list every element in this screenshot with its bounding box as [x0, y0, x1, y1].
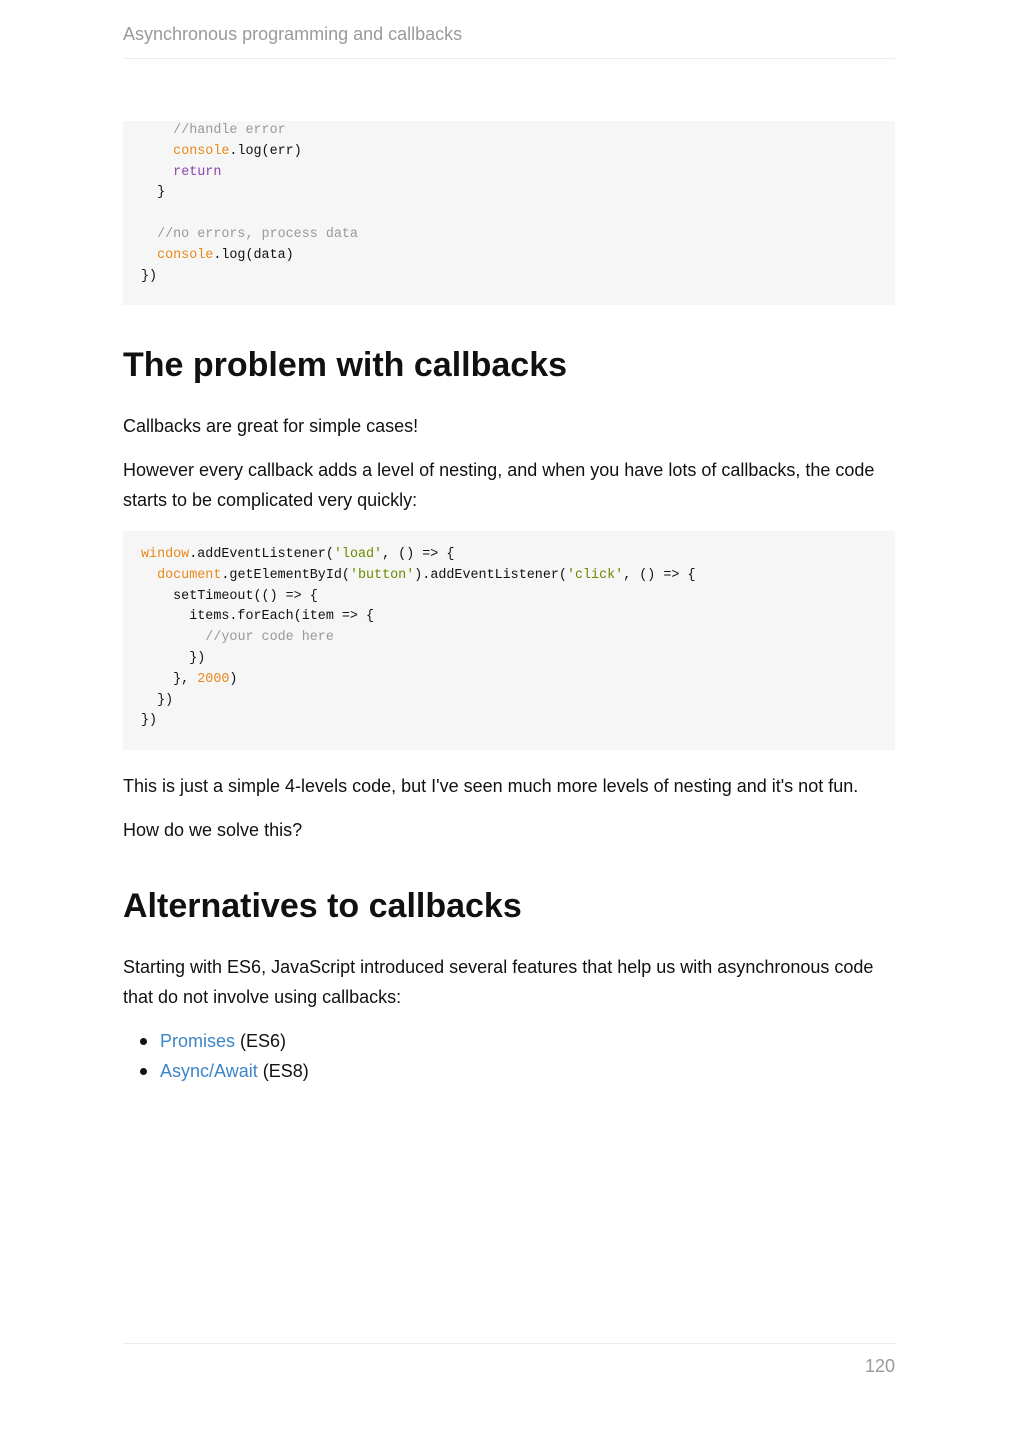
bullet-icon: [140, 1068, 147, 1075]
code-token: setTimeout(() => {: [141, 588, 318, 604]
code-token: .getElementById(: [221, 567, 350, 583]
code-line: [141, 587, 696, 608]
code-line: [141, 566, 696, 587]
code-token: }: [141, 185, 166, 201]
list-item-suffix: (ES8): [257, 1060, 309, 1081]
code-line: [141, 691, 696, 712]
running-header-title: Asynchronous programming and callbacks: [123, 24, 463, 44]
code-token: [141, 144, 173, 159]
code-token: console: [157, 247, 214, 263]
promises-link[interactable]: Promises: [160, 1031, 236, 1051]
paragraph-callbacks-great: Callbacks are great for simple cases!: [123, 416, 419, 436]
code-token: .addEventListener(: [189, 547, 334, 562]
code-token: 'click': [566, 567, 624, 583]
code-line: [141, 267, 358, 288]
bullet-icon: [140, 1038, 147, 1045]
code-block-nested-callbacks: [123, 531, 895, 750]
code-token: },: [141, 671, 198, 687]
code-token: }): [141, 713, 158, 729]
code-token: [141, 568, 157, 583]
code-token: }): [141, 268, 158, 284]
code-line: [141, 204, 358, 225]
list-item-suffix: (ES6): [235, 1031, 287, 1051]
code-line: [141, 670, 696, 691]
code-token: .log(data): [213, 247, 294, 263]
footer-divider: [123, 1343, 895, 1344]
code-token: }): [141, 692, 174, 708]
code-token: //handle error: [173, 123, 286, 138]
code-line: [141, 649, 696, 670]
async-await-link[interactable]: Async/Await: [160, 1060, 258, 1081]
paragraph-how-to-solve: How do we solve this?: [123, 820, 303, 840]
code-token: 2000: [197, 671, 230, 687]
code-token: , () => {: [382, 547, 455, 562]
code-line: [141, 163, 358, 184]
code-lines: [141, 121, 358, 287]
paragraph-nesting-explanation: However every callback adds a level of nesting, and when you have lots of callbacks, the code starts to be complicated very quickly:: [123, 460, 875, 510]
code-token: [141, 165, 173, 180]
code-line: [141, 142, 358, 163]
code-token: [141, 248, 157, 263]
code-token: }): [141, 650, 206, 666]
header-divider: [123, 58, 895, 59]
code-line: [141, 545, 696, 566]
code-token: document: [157, 567, 222, 583]
heading-problem-with-callbacks: The problem with callbacks: [123, 346, 568, 384]
code-token: .log(err): [229, 143, 302, 159]
code-line: [141, 246, 358, 267]
code-token: window: [141, 547, 190, 562]
code-line: [141, 183, 358, 204]
page-number: 120: [864, 1356, 895, 1376]
code-token: items.forEach(item => {: [141, 609, 375, 625]
code-token: [141, 630, 205, 645]
code-token: ): [229, 671, 238, 687]
code-token: console: [173, 143, 230, 159]
paragraph-es6-features: Starting with ES6, JavaScript introduced several features that help us with asynchronous code that do not involve using callbacks:: [123, 957, 874, 1007]
list-item: [123, 1057, 309, 1087]
list-item: [123, 1027, 309, 1057]
code-line: [141, 628, 696, 649]
heading-alternatives-to-callbacks: Alternatives to callbacks: [123, 887, 522, 925]
code-token: 'load': [333, 547, 383, 562]
alternatives-list: [123, 1027, 309, 1086]
paragraph-four-levels: This is just a simple 4-levels code, but I've seen much more levels of nesting and it's not fun.: [123, 776, 859, 796]
code-line: [141, 711, 696, 732]
code-token: [141, 123, 173, 138]
code-line: [141, 607, 696, 628]
code-block-callback-error: [123, 121, 895, 305]
code-token: ).addEventListener(: [414, 567, 567, 583]
code-line: [141, 225, 358, 246]
code-lines: [141, 545, 696, 732]
code-line: [141, 121, 358, 142]
code-token: //your code here: [205, 630, 334, 646]
code-token: return: [173, 164, 222, 180]
code-token: 'button': [349, 567, 415, 583]
code-token: , () => {: [623, 567, 696, 583]
code-token: [141, 227, 157, 242]
code-token: //no errors, process data: [157, 226, 358, 242]
